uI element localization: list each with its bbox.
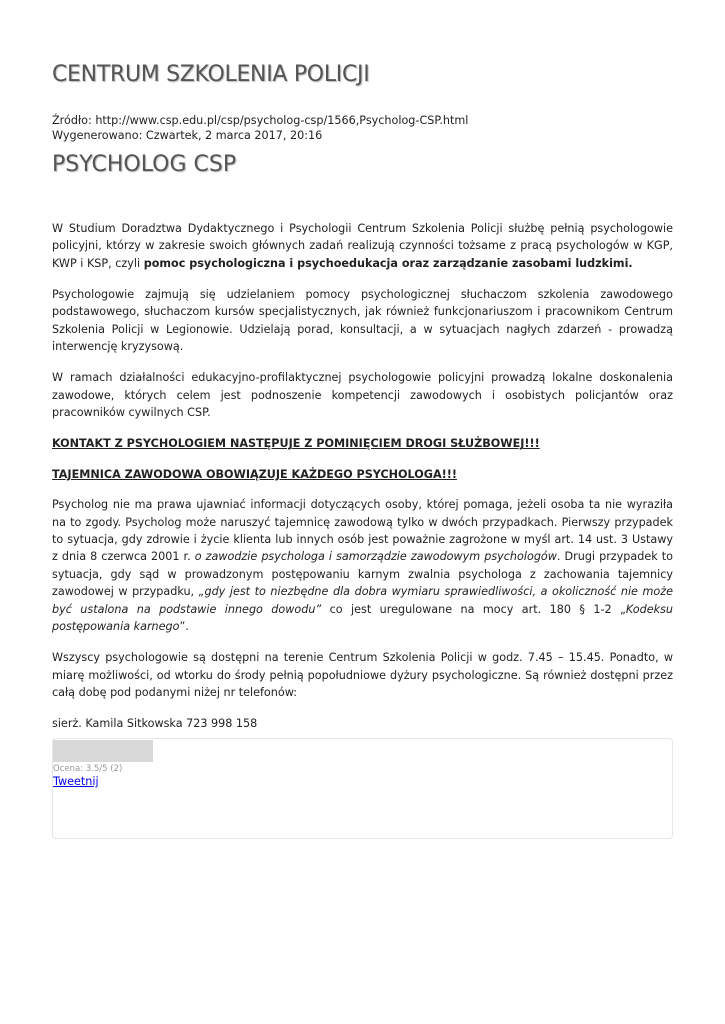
- document-meta: [52, 114, 468, 143]
- rating-label: Ocena: 3.5/5 (2): [53, 764, 123, 774]
- confidentiality-heading: TAJEMNICA ZAWODOWA OBOWIĄZUJE KAŻDEGO PSYCHOLOGA!!!: [52, 467, 457, 481]
- conf-italic-1: o zawodzie psychologa i samorządzie zawodowym psychologów: [194, 550, 557, 564]
- conf-italic-3: Kodeksu postępowania karnego: [52, 602, 674, 634]
- contact-kamila: sierż. Kamila Sitkowska 723 998 158: [52, 717, 258, 731]
- intro-bold: pomoc psychologiczna i psychoedukacja oraz zarządzanie zasobami ludzkimi.: [143, 256, 633, 270]
- conf-text-1: Psycholog nie ma prawa ujawniać informacji dotyczących osoby, której pomaga, jeżeli osoba ta nie wyraziła na to zgody. Psycholog może naruszyć tajemnicę zawodową tylko w dwóch przypadkach. Pierwszy przypadek to sytuacja, gdy zdrowie i życie klienta lub innych osób jest poważnie zagrożone w myśl art. 14 ust. 3 Ustawy z dnia 8 czerwca 2001 r.: [52, 498, 673, 564]
- contact-heading: KONTAKT Z PSYCHOLOGIEM NASTĘPUJE Z POMINIĘCIEM DROGI SŁUŻBOWEJ!!!: [52, 437, 540, 451]
- paragraph-confidentiality: [52, 496, 673, 635]
- tweet-link[interactable]: Tweetnij: [53, 775, 99, 788]
- conf-text-2: . Drugi przypadek to sytuacja, gdy sąd w prowadzonym postępowaniu karnym zwalnia psychologa z zachowania tajemnicy zawodowej w przypadku,: [52, 550, 673, 599]
- intro-text: W Studium Doradztwa Dydaktycznego i Psychologii Centrum Szkolenia Policji służbę pełnią psychologowie policyjni, którzy w zakresie swoich głównych zadań realizują czynności tożsame z pracą psychologów w KGP, KWP i KSP, czyli: [52, 222, 673, 270]
- article-title: PSYCHOLOG CSP: [52, 152, 237, 177]
- paragraph-availability: Wszyscy psychologowie są dostępni na terenie Centrum Szkolenia Policji w godz. 7.45 – 15.45. Ponadto, w miarę możliwości, od wtorku do środy pełnią popołudniowe dyżury psychologiczne. Są również dostępni przez całą dobę pod podanymi niżej nr telefonów:: [52, 651, 673, 700]
- site-title: CENTRUM SZKOLENIA POLICJI: [52, 62, 370, 87]
- conf-text-4: ”.: [179, 620, 189, 634]
- rating-stars-widget[interactable]: [53, 740, 153, 762]
- generated-date: Wygenerowano: Czwartek, 2 marca 2017, 20:16: [52, 128, 323, 142]
- paragraph-education: W ramach działalności edukacyjno-profilaktycznej psychologowie policyjni prowadzą lokalne doskonalenia zawodowe, których celem jest podnoszenie kompetencji zawodowych i osobistych policjantów oraz pracowników cywilnych CSP.: [52, 371, 673, 420]
- rating-box: [52, 738, 673, 839]
- source-url: Źródło: http://www.csp.edu.pl/csp/psycholog-csp/1566,Psycholog-CSP.html: [52, 114, 469, 127]
- conf-italic-2: „gdy jest to niezbędne dla dobra wymiaru sprawiedliwości, a okoliczność nie może być ustalona na podstawie innego dowodu”: [52, 585, 673, 616]
- article-content: [52, 220, 673, 778]
- conf-text-3: co jest uregulowane na mocy art. 180 § 1-2 „: [321, 602, 626, 616]
- paragraph-services: Psychologowie zajmują się udzielaniem pomocy psychologicznej słuchaczom szkolenia zawodowego podstawowego, słuchaczom kursów specjalistycznych, jak również funkcjonariuszom i pracownikom Centrum Szkolenia Policji w Legionowie. Udzielają porad, konsultacji, a w sytuacjach nagłych zdarzeń - prowadzą interwencję kryzysową.: [52, 288, 673, 354]
- paragraph-intro: [52, 220, 673, 272]
